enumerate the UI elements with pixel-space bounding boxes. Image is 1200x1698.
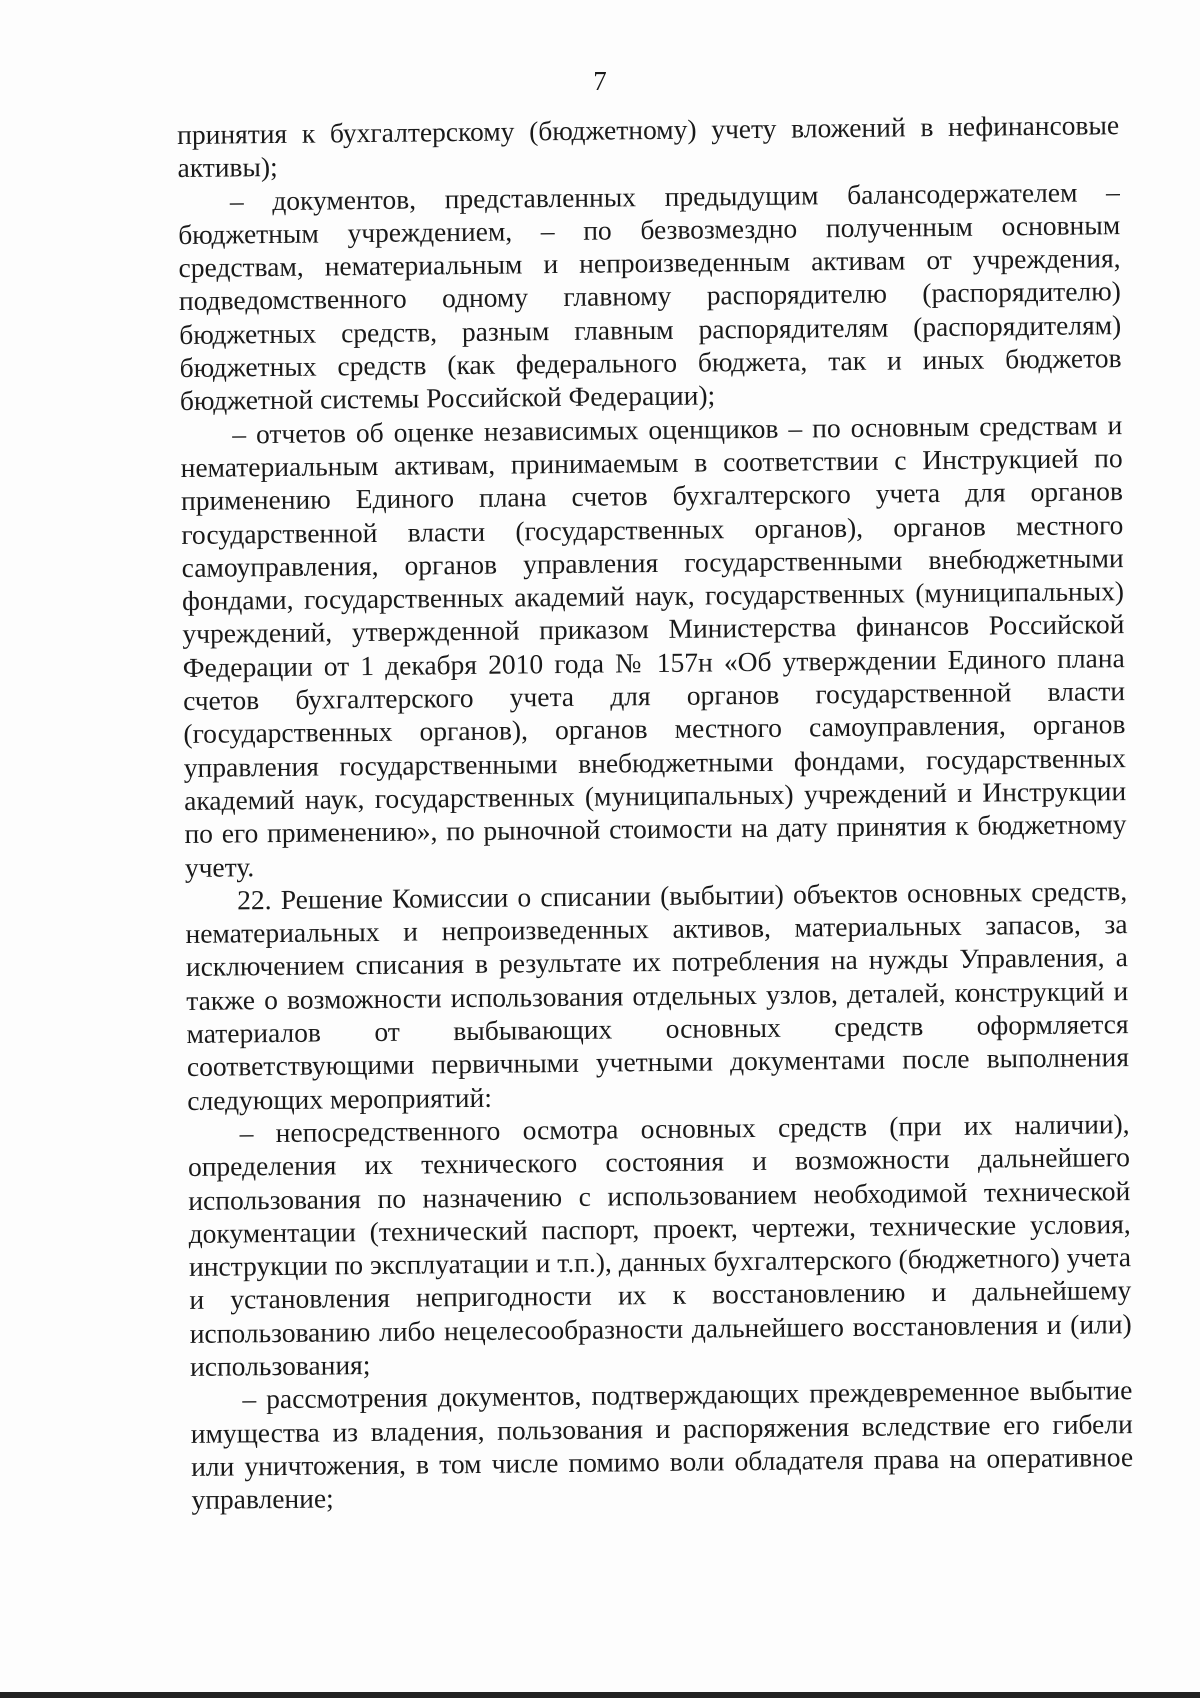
paragraph-documents-previous-holder: – документов, представленных предыдущим балансодержателем – бюджетным учреждением, – по безвозмездно полученным основным средствам, нематериальным и непроизведенным активам от учреждения, подведомственного одному главному распорядителю (распорядителю) бюджетных средств, разным главным распорядителям (распорядителям) бюджетных средств (как федерального бюджета, так и иных бюджетов бюджетной системы Российской Федерации); <box>178 175 1122 417</box>
page-number: 7 <box>593 66 607 96</box>
paragraph-22-commission-decision: 22. Решение Комиссии о списании (выбытии) объектов основных средств, нематериальных и непроизведенных активов, материальных запасов, за исключением списания в результате их потребления на нужды Управления, а также о возможности использования отдельных узлов, деталей, конструкций и материалов от выбывающих основных средств оформляется соответствующими первичными учетными документами после выполнения следующих мероприятий: <box>185 874 1130 1116</box>
paragraph-document-review: – рассмотрения документов, подтверждающих преждевременное выбытие имущества из владения, пользования и распоряжения вследствие его гибели или уничтожения, в том числе помимо воли обладателя права на оперативное управление; <box>190 1374 1134 1516</box>
paragraph-inspection: – непосредственного осмотра основных средств (при их наличии), определения их технического состояния и возможности дальнейшего использования по назначению с использованием необходимой технической документации (технический паспорт, проект, чертежи, технические условия, инструкции по эксплуатации и т.п.), данных бухгалтерского (бюджетного) учета и установления непригодности их к восстановлению и дальнейшему использованию либо нецелесообразности дальнейшего восстановления и (или) использования; <box>187 1107 1132 1382</box>
document-body <box>177 108 1134 1516</box>
scan-bottom-edge <box>0 1692 1200 1698</box>
paragraph-continuation: принятия к бухгалтерскому (бюджетному) учету вложений в нефинансовые активы); <box>177 109 1120 184</box>
paragraph-appraiser-reports: – отчетов об оценке независимых оценщиков – по основным средствам и нематериальным активам, принимаемым в соответствии с Инструкцией по применению Единого плана счетов бухгалтерского учета для органов государственной власти (государственных органов), органов местного самоуправления, органов управления государственными внебюджетными фондами, государственных академий наук, государственных (муниципальных) учреждений, утвержденной приказом Министерства финансов Российской Федерации от 1 декабря 2010 года № 157н «Об утверждении Единого плана счетов бухгалтерского учета для органов государственной власти (государственных органов), органов местного самоуправления, органов управления государственными внебюджетными фондами, государственных академий наук, государственных (муниципальных) учреждений и Инструкции по его применению», по рыночной стоимости на дату принятия к бюджетному учету. <box>180 408 1127 883</box>
